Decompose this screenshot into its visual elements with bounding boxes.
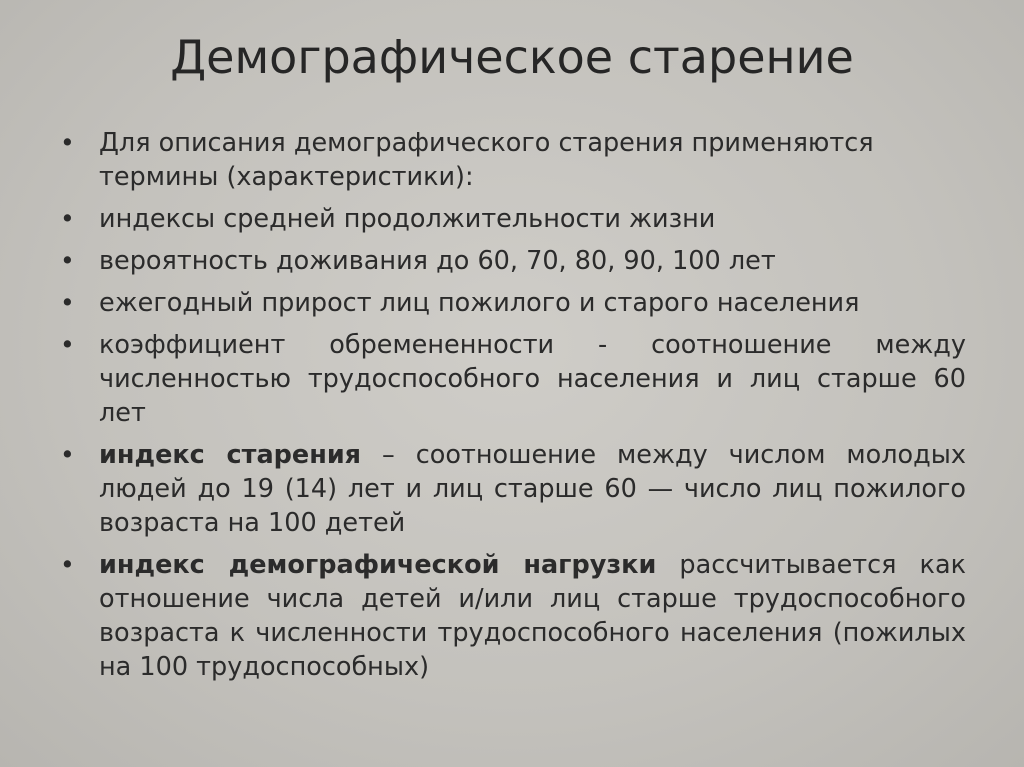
bullet-item-aging-index [56,438,966,540]
slide-title: Демографическое старение [170,30,854,84]
bullet-text: Для описания демографического старения применяются термины (характеристики): [99,128,874,192]
bullet-item-dependency-index [56,548,966,684]
bullet-icon: • [60,440,75,469]
bullet-term: индекс демографической нагрузки [99,550,657,580]
bullet-icon: • [60,128,75,157]
bullet-icon: • [60,246,75,275]
bullet-item-burden-coefficient [56,328,966,430]
bullet-text: коэффициент обремененности - соотношение между численностью трудоспособного населения и лиц старше 60 лет [99,330,966,428]
bullet-term: индекс старения [99,440,362,470]
bullet-list [56,126,966,692]
bullet-text: индексы средней продолжительности жизни [99,204,716,234]
bullet-icon: • [60,550,75,579]
bullet-item-survival-probability [56,244,966,278]
bullet-text: рассчитывается как отношение числа детей и/или лиц старше трудоспособного возраста к численности трудоспособного населения (пожилых на 100 трудоспособных) [99,550,966,682]
bullet-icon: • [60,330,75,359]
bullet-item-terms [56,126,966,194]
bullet-text: – соотношение между числом молодых людей до 19 (14) лет и лиц старше 60 — число лиц пожилого возраста на 100 детей [99,440,967,538]
bullet-icon: • [60,204,75,233]
bullet-item-annual-growth [56,286,966,320]
bullet-icon: • [60,288,75,317]
bullet-text: вероятность доживания до 60, 70, 80, 90, 100 лет [99,246,776,276]
bullet-item-life-expectancy [56,202,966,236]
bullet-text: ежегодный прирост лиц пожилого и старого населения [99,288,860,318]
